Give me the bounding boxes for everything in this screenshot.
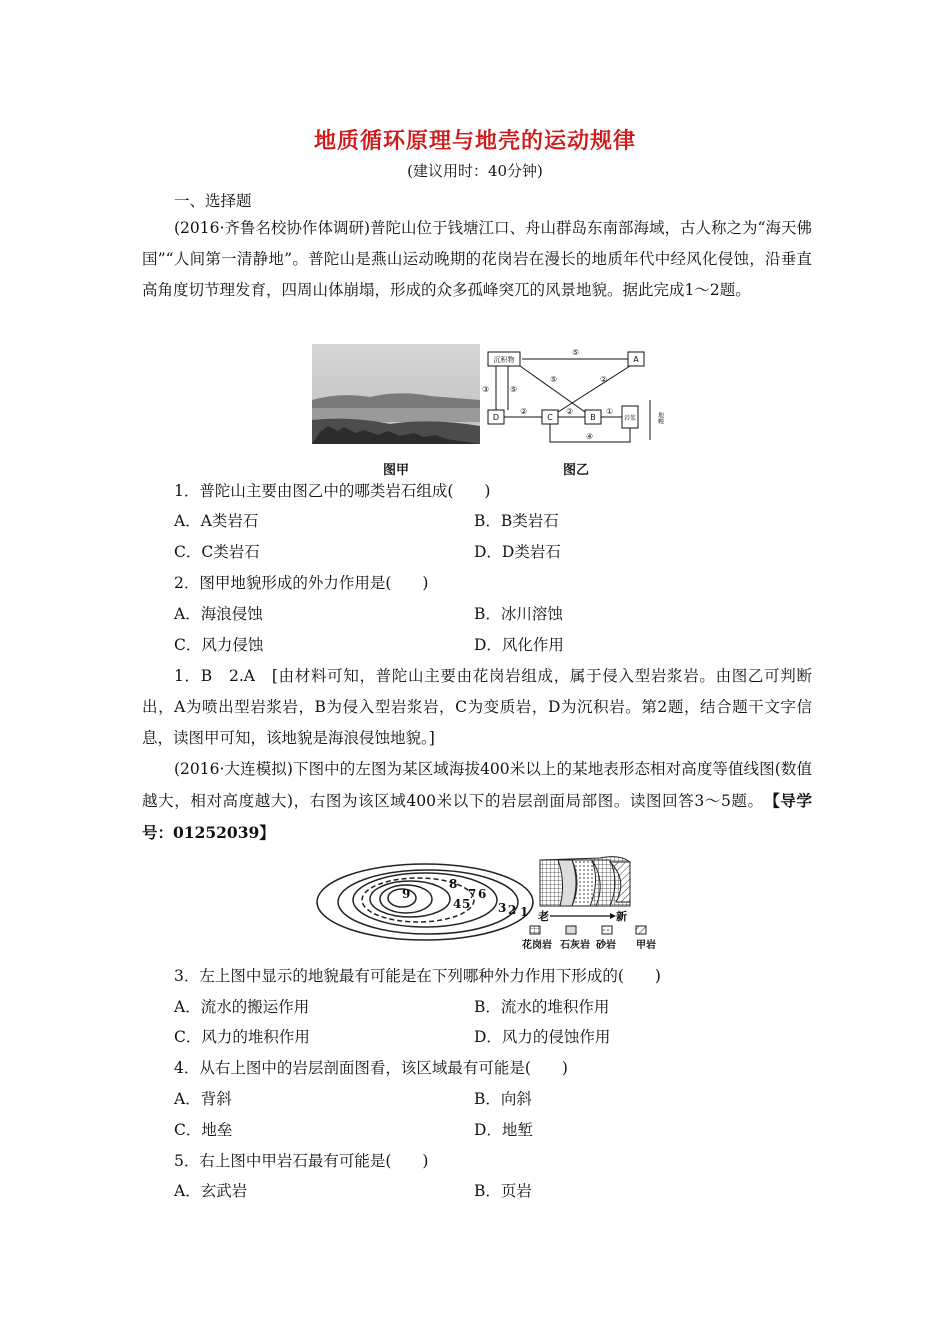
q3-option-c: C．风力的堆积作用 [174,1028,310,1046]
answer-paragraph-1: 1．B 2.A [由材料可知，普陀山主要由花岗岩组成，属于侵入型岩浆岩。由图乙可判断出，A为喷出型岩浆岩，B为侵入型岩浆岩，C为变质岩，D为沉积岩。第2题，结合题干文字信息，读图甲可知，该地貌是海浪侵蚀地貌。] [142,667,812,747]
svg-text:①: ① [606,407,614,416]
intro-paragraph-1: (2016·齐鲁名校协作体调研)普陀山位于钱塘江口、舟山群岛东南部海域，古人称之为“海天佛国”“人间第一清静地”。普陀山是燕山运动晚期的花岗岩在漫长的地质年代中经风化侵蚀，沿垂直高角度切节理发育，四周山体崩塌，形成的众多孤峰突兀的风景地貌。据此完成1～2题。 [142,219,812,299]
q1-option-b: B．B类岩石 [474,512,559,530]
contour-label-1: 1 [520,905,529,919]
svg-text:②: ② [520,407,528,416]
intro-paragraph-2: (2016·大连模拟)下图中的左图为某区域海拔400米以上的某地表形态相对高度等值线图(数值越大，相对高度越大)，右图为该区域400米以下的岩层剖面局部图。读图回答3～5题。 【导学号：01252039】 [142,760,812,842]
box-c: C [547,413,553,422]
svg-text:②: ② [566,407,574,416]
q2-option-d: D．风化作用 [474,636,564,654]
contour-label-5: 5 [462,897,471,911]
box-b: B [590,413,596,422]
contour-label-4: 4 [453,897,462,911]
photo-coast [312,344,480,444]
svg-text:⑤: ⑤ [572,348,580,357]
figure-caption-b: 图乙 [563,463,590,478]
box-a: A [633,355,639,364]
q2-stem: 2．图甲地貌形成的外力作用是( ) [174,574,429,592]
rock-cycle-diagram [482,348,664,442]
contour-label-6: 6 [478,887,487,901]
svg-text:⑤: ⑤ [510,385,518,394]
figure-caption-a: 图甲 [383,463,410,478]
contour-label-8: 8 [449,877,458,891]
legend-new: 新 [616,910,627,923]
q2-option-a: A．海浪侵蚀 [174,605,263,623]
q5-option-b: B．页岩 [474,1182,532,1200]
svg-text:④: ④ [586,432,594,441]
q2-option-b: B．冰川溶蚀 [474,605,563,623]
mantle-label: 地幔 [656,412,664,424]
q3-option-a: A．流水的搬运作用 [174,998,310,1016]
contour-label-3: 3 [498,901,507,915]
contour-label-2: 2 [508,903,517,917]
guide-number: 【导学号：01252039】 [142,791,812,842]
section-heading: 一、选择题 [174,192,252,210]
svg-text:⑤: ⑤ [550,375,558,384]
q1-option-d: D．D类岩石 [474,543,561,561]
q1-option-c: C．C类岩石 [174,543,260,561]
svg-text:③: ③ [482,385,490,394]
q4-option-d: D．地堑 [474,1121,533,1139]
q5-option-a: A．玄武岩 [174,1182,248,1200]
box-sediment: 沉积物 [493,356,515,364]
legend-granite: 花岗岩 [522,940,552,951]
contour-label-7: 7 [468,887,477,901]
q4-option-a: A．背斜 [174,1090,232,1108]
q1-stem: 1．普陀山主要由图乙中的哪类岩石组成( ) [174,482,491,500]
figure-1 [310,342,680,472]
legend-rock-jia: 甲岩 [636,940,656,951]
q3-option-b: B．流水的堆积作用 [474,998,610,1016]
q2-option-c: C．风力侵蚀 [174,636,264,654]
box-d: D [492,413,500,422]
page-subtitle: (建议用时：40分钟) [407,162,543,180]
rock-profile [521,857,656,951]
q3-stem: 3．左上图中显示的地貌最有可能是在下列哪种外力作用下形成的( ) [174,967,661,985]
q4-option-c: C．地垒 [174,1121,233,1139]
page-title: 地质循环原理与地壳的运动规律 [313,128,636,154]
svg-text:②: ② [600,375,608,384]
figure-2 [310,852,680,954]
q3-option-d: D．风力的侵蚀作用 [474,1028,611,1046]
q5-stem: 5．右上图中甲岩石最有可能是( ) [174,1152,429,1170]
legend-sandstone: 砂岩 [596,940,616,951]
legend-old: 老 [538,910,549,923]
contour-label-9: 9 [402,887,411,901]
q1-option-a: A．A类岩石 [174,512,259,530]
q4-option-b: B．向斜 [474,1090,532,1108]
q4-stem: 4．从右上图中的岩层剖面图看，该区域最有可能是( ) [174,1059,568,1077]
legend-limestone: 石灰岩 [560,940,590,951]
box-magma: 岩浆 [623,415,637,422]
